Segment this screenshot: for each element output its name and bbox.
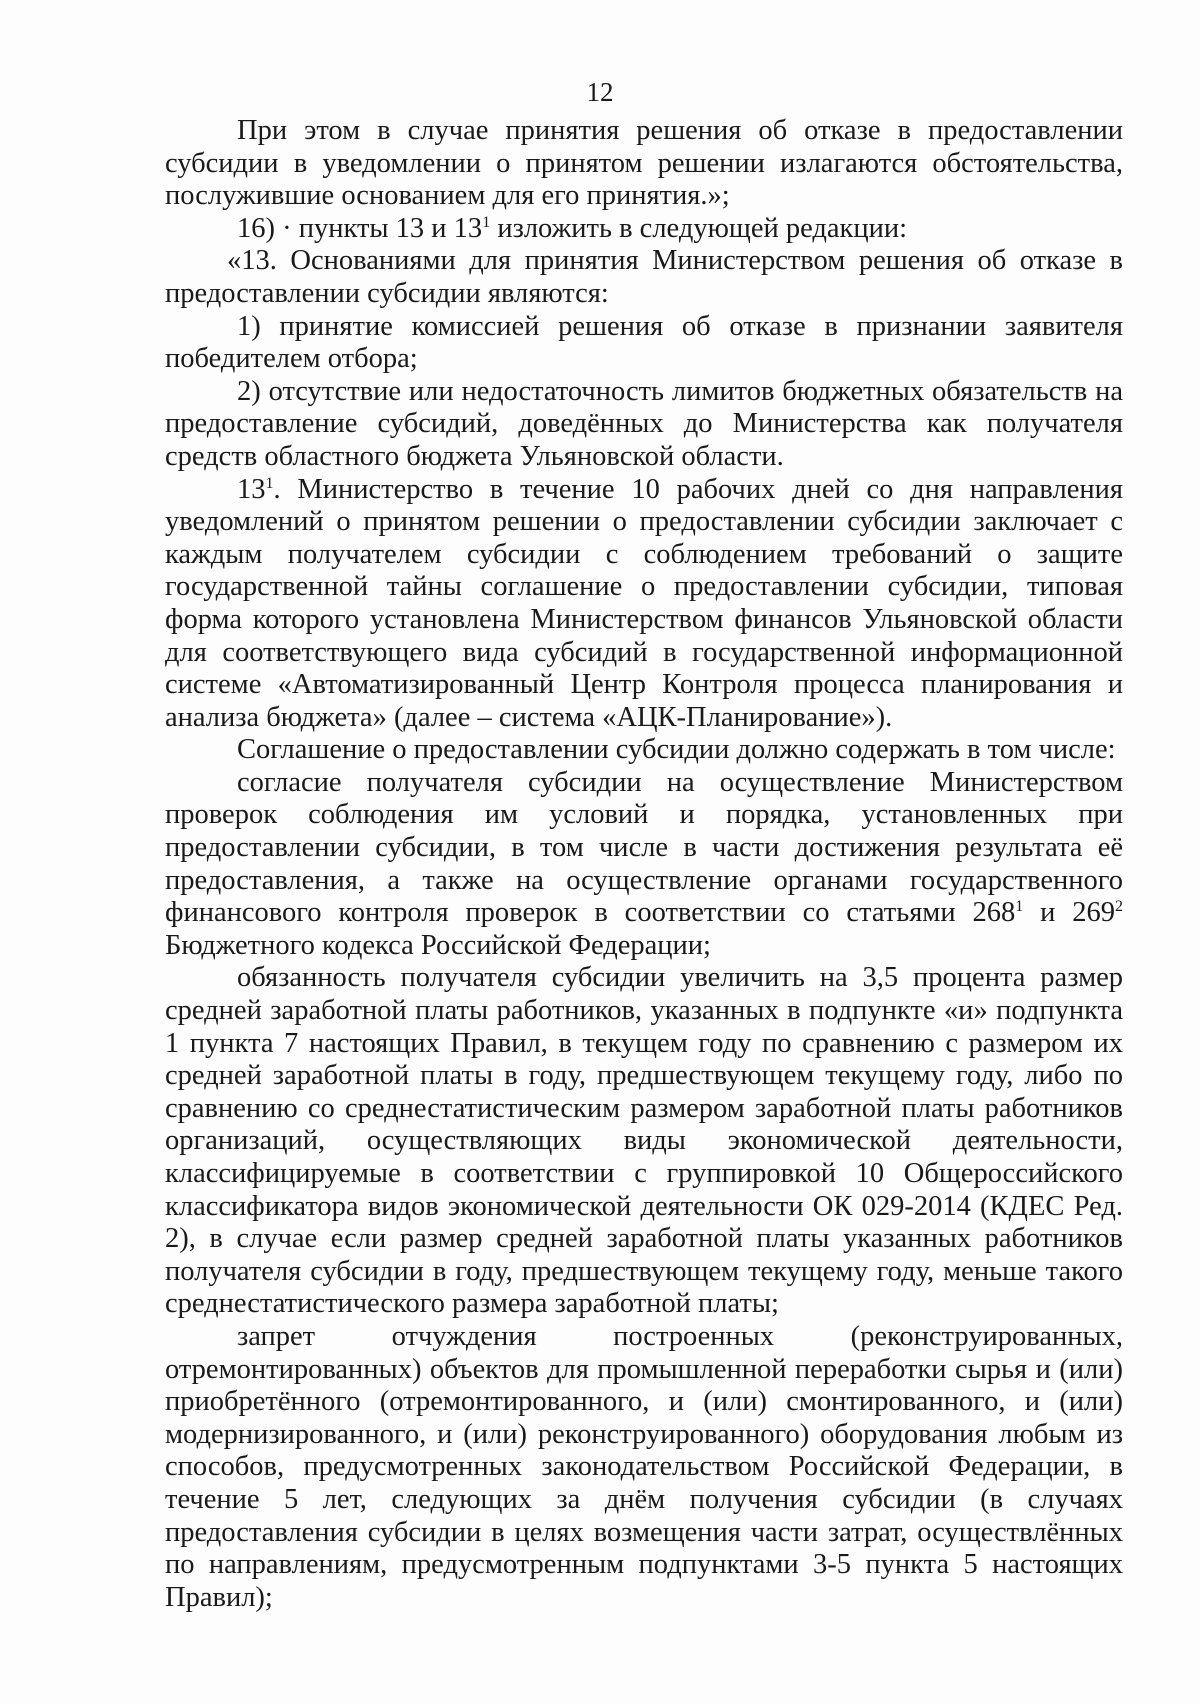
paragraph-item-16 <box>165 213 1123 246</box>
paragraph-refusal-circumstances: При этом в случае принятия решения об отказе в предоставлении субсидии в уведомлении о принятом решении излагаются обстоятельства, послужившие основанием для его принятия.»; <box>165 115 1123 212</box>
paragraph-alienation-ban: запрет отчуждения построенных (реконструированных, отремонтированных) объектов для промышленной переработки сырья и (или) приобретённого (отремонтированного, и (или) смонтированного, и (или) модернизированного, и (или) реконструированного) оборудования любым из способов, предусмотренных законодательством Российской Федерации, в течение 5 лет, следующих за днём получения субсидии (в случаях предоставления субсидии в целях возмещения части затрат, осуществлённых по направлениям, предусмотренным подпунктами 3-5 пункта 5 настоящих Правил); <box>165 1320 1123 1613</box>
paragraph-ground-2: 2) отсутствие или недостаточность лимитов бюджетных обязательств на предоставление субсидий, доведённых до Министерства как получателя средств областного бюджета Ульяновской области. <box>165 375 1123 472</box>
item-16-text-end: изложить в следующей редакции: <box>490 212 908 244</box>
article-269-superscript: 2 <box>1114 898 1123 916</box>
p13-1-superscript: 1 <box>265 474 274 492</box>
paragraph-salary-obligation: обязанность получателя субсидии увеличить на 3,5 процента размер средней заработной платы работников, указанных в подпункте «и» подпункта 1 пункта 7 настоящих Правил, в текущем году по сравнению с размером их средней заработной платы в году, предшествующем текущему году, либо по сравнению со среднестатистическим размером заработной платы работников организаций, осуществляющих виды экономической деятельности, классифицируемые в соответствии с группировкой 10 Общероссийского классификатора видов экономической деятельности ОК 029-2014 (КДЕС Ред. 2), в случае если размер средней заработной платы указанных работников получателя субсидии в году, предшествующем текущему году, меньше такого среднестатистического размера заработной платы; <box>165 962 1123 1320</box>
paragraph-ground-1: 1) принятие комиссией решения об отказе в признании заявителя победителем отбора; <box>165 310 1123 375</box>
item-16-superscript: 1 <box>482 213 491 231</box>
paragraph-13-1-agreement <box>165 474 1123 735</box>
paragraph-agreement-contents: Соглашение о предоставлении субсидии должно содержать в том числе: <box>237 734 1116 766</box>
paragraph-consent-inspections <box>165 767 1123 963</box>
article-268-superscript: 1 <box>1015 898 1024 916</box>
document-body <box>165 115 1123 1614</box>
paragraph-13-grounds: «13. Основаниями для принятия Министерством решения об отказе в предоставлении субсидии являются: <box>165 245 1123 309</box>
p13-1-text: . Министерство в течение 10 рабочих дней со дня направления уведомлений о принятом решении о предоставлении субсидии заключает с каждым получателем субсидии с соблюдением требований о защите государственной тайны соглашение о предоставлении субсидии, типовая форма которого установлена Министерством финансов Ульяновской области для соответствующего вида субсидий в государственной информационной системе «Автоматизированный Центр Контроля процесса планирования и анализа бюджета» (далее – система «АЦК-Планирование»). <box>165 473 1123 733</box>
item-16-text-start: 16) · пункты 13 и 13 <box>237 212 483 244</box>
page-number: 12 <box>586 77 614 107</box>
p13-1-number: 13 <box>237 473 266 505</box>
consent-text-end: Бюджетного кодекса Российской Федерации; <box>165 929 711 961</box>
consent-text-middle: и 269 <box>1023 897 1115 929</box>
consent-text-start: согласие получателя субсидии на осуществление Министерством проверок соблюдения им условий и порядка, установленных при предоставлении субсидии, в том числе в части достижения результата её предоставления, а также на осуществление органами государственного финансового контроля проверок в соответствии со статьями 268 <box>165 766 1123 929</box>
